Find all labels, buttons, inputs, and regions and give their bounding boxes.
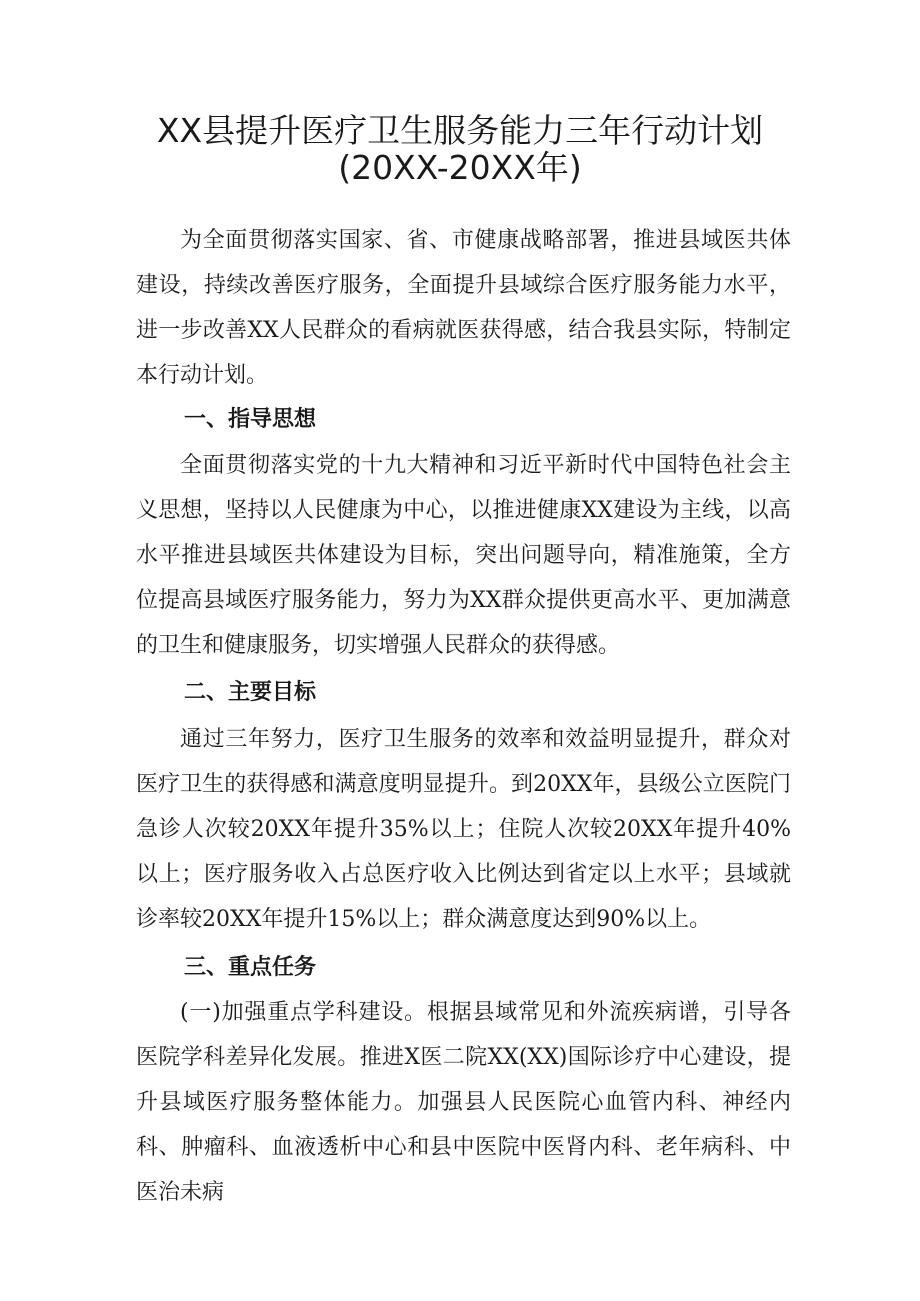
document-subtitle: (20XX-20XX年) [338,148,582,187]
section-heading-main-goals: 二、主要目标 [184,680,317,705]
document-title: XX县提升医疗卫生服务能力三年行动计划 [156,111,764,150]
section-heading-guiding-ideology: 一、指导思想 [184,407,317,432]
section-body-main-goals: 通过三年努力，医疗卫生服务的效率和效益明显提升，群众对医疗卫生的获得感和满意度明显提升。到20XX年，县级公立医院门急诊人次较20XX年提升35%以上；住院人次较20XX年提升40%以上；医疗服务收入占总医疗收入比例达到省定以上水平；县域就诊率较20XX年提升15%以上；群众满意度达到90%以上。 [136,727,791,932]
section-heading-key-tasks: 三、重点任务 [184,955,317,980]
section-body-key-tasks: (一)加强重点学科建设。根据县域常见和外流疾病谱，引导各医院学科差异化发展。推进X医二院XX(XX)国际诊疗中心建设，提升县域医疗服务整体能力。加强县人民医院心血管内科、神经内科、肿瘤科、血液透析中心和县中医院中医肾内科、老年病科、中医治未病 [136,1000,791,1205]
section-body-guiding-ideology: 全面贯彻落实党的十九大精神和习近平新时代中国特色社会主义思想，坚持以人民健康为中心，以推进健康XX建设为主线，以高水平推进县域医共体建设为目标，突出问题导向，精准施策，全方位提高县域医疗服务能力，努力为XX群众提供更高水平、更加满意的卫生和健康服务，切实增强人民群众的获得感。 [136,453,791,658]
intro-paragraph: 为全面贯彻落实国家、省、市健康战略部署，推进县域医共体建设，持续改善医疗服务，全面提升县域综合医疗服务能力水平，进一步改善XX人民群众的看病就医获得感，结合我县实际，特制定本行动计划。 [136,228,791,388]
